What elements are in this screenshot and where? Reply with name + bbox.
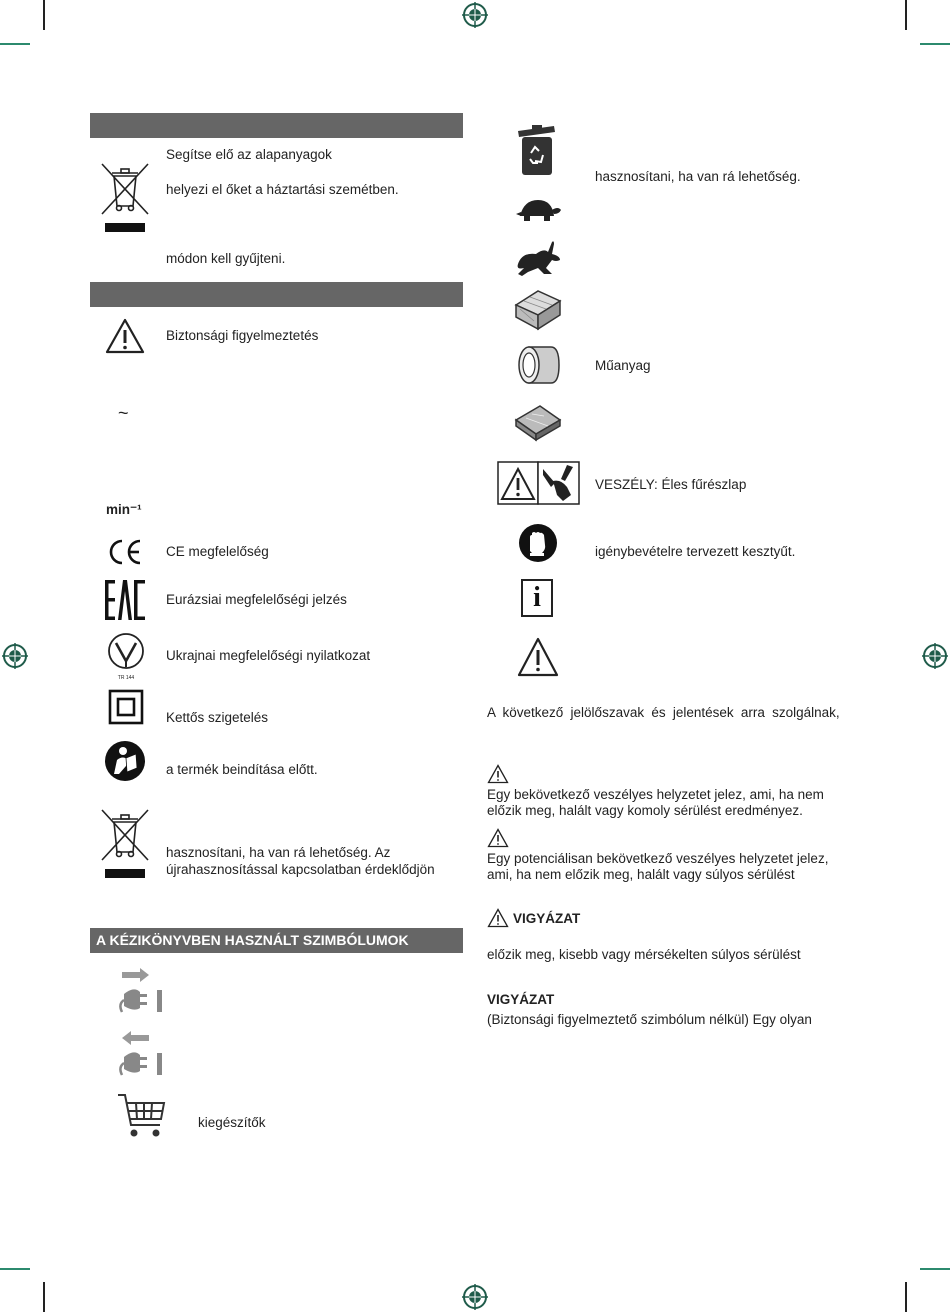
ukraine-icon-text: TR 144 xyxy=(117,675,135,681)
crossed-bin-icon xyxy=(100,160,150,235)
crop-mark-bottom-right-horizontal xyxy=(920,1268,950,1270)
crossed-bin-icon-weee xyxy=(100,806,150,881)
danger-small-triangle-icon xyxy=(487,764,509,784)
caution-description: előzik meg, kisebb vagy mérsékelten súlyos sérülést xyxy=(487,947,801,962)
warning-triangle-icon xyxy=(104,317,146,355)
plug-connect-icon xyxy=(116,964,166,1016)
warning-small-triangle-icon xyxy=(487,828,509,848)
crop-mark-top-right-horizontal xyxy=(920,43,950,45)
manual-symbols-heading: A KÉZIKÖNYVBEN HASZNÁLT SZIMBÓLUMOK xyxy=(96,932,409,948)
plastic-text: Műanyag xyxy=(595,358,651,373)
wood-material-icon xyxy=(512,287,564,333)
caution-no-symbol-description: (Biztonsági figyelmeztető szimbólum nélkül) Egy olyan xyxy=(487,1012,812,1027)
safety-alert-text: Biztonsági figyelmeztetés xyxy=(166,328,319,343)
wear-gloves-icon xyxy=(518,523,558,563)
recycle-text-line-3: módon kell gyűjteni. xyxy=(166,251,286,266)
weee-text-line-1: hasznosítani, ha van rá lehetőség. Az xyxy=(166,845,391,860)
ce-text: CE megfelelőség xyxy=(166,544,269,559)
eac-text: Eurázsiai megfelelőségi jelzés xyxy=(166,592,347,607)
turtle-slow-icon xyxy=(514,196,562,224)
danger-blade-text: VESZÉLY: Éles fűrészlap xyxy=(595,477,747,492)
crop-mark-top-left-vertical xyxy=(43,0,45,30)
plastic-material-icon xyxy=(515,343,563,387)
plug-disconnect-icon xyxy=(116,1027,166,1079)
rabbit-fast-icon xyxy=(514,238,562,278)
info-icon xyxy=(521,579,553,617)
eac-mark-icon xyxy=(104,579,146,621)
read-manual-text: a termék beindítása előtt. xyxy=(166,762,318,777)
recycle-text-line-2: helyezi el őket a háztartási szemétben. xyxy=(166,182,399,197)
warning-triangle-large-icon xyxy=(516,636,560,678)
registration-mark-bottom-icon xyxy=(462,1284,488,1310)
danger-sharp-blade-icon xyxy=(497,461,581,505)
signal-words-intro: A következő jelölőszavak és jelentések arra szolgálnak, xyxy=(487,705,840,720)
weee-text-line-2: újrahasznosítással kapcsolatban érdeklődjön xyxy=(166,862,435,877)
shopping-cart-icon xyxy=(116,1091,168,1141)
accessories-text: kiegészítők xyxy=(198,1115,266,1130)
gloves-text: igénybevételre tervezett kesztyűt. xyxy=(595,544,796,559)
ce-mark-icon xyxy=(106,538,144,566)
caution-label: VIGYÁZAT xyxy=(513,911,581,926)
double-insulation-text: Kettős szigetelés xyxy=(166,710,269,725)
warning-description-line-2: ami, ha nem előzik meg, halált vagy súlyos sérülést xyxy=(487,867,795,882)
crop-mark-bottom-left-vertical xyxy=(43,1282,45,1312)
ukraine-conformity-icon xyxy=(106,631,146,681)
recycle-text-line-1: Segítse elő az alapanyagok xyxy=(166,147,332,162)
caution-no-symbol-label: VIGYÁZAT xyxy=(487,992,555,1007)
crop-mark-bottom-right-vertical xyxy=(905,1282,907,1312)
ukraine-text: Ukrajnai megfelelőségi nyilatkozat xyxy=(166,648,371,663)
crop-mark-bottom-left-horizontal xyxy=(0,1268,30,1270)
ac-symbol: ~ xyxy=(118,403,129,423)
registration-mark-left-icon xyxy=(2,643,28,669)
recycle-right-text: hasznosítani, ha van rá lehetőség. xyxy=(595,169,801,184)
registration-mark-top-icon xyxy=(462,2,488,28)
double-insulation-icon xyxy=(108,689,144,725)
crop-mark-top-left-horizontal xyxy=(0,43,30,45)
read-manual-icon xyxy=(104,740,146,782)
danger-description-line-2: előzik meg, halált vagy komoly sérülést eredményez. xyxy=(487,803,803,818)
section-header-bar-3 xyxy=(90,928,463,953)
section-header-bar-2 xyxy=(90,282,463,307)
crop-mark-top-right-vertical xyxy=(905,0,907,30)
section-header-bar-1 xyxy=(90,113,463,138)
danger-description-line-1: Egy bekövetkező veszélyes helyzetet jelez, ami, ha nem xyxy=(487,787,824,802)
warning-description-line-1: Egy potenciálisan bekövetkező veszélyes helyzetet jelez, xyxy=(487,851,829,866)
rpm-symbol: min⁻¹ xyxy=(106,502,142,517)
caution-small-triangle-icon xyxy=(487,908,509,928)
info-icon-letter: i xyxy=(533,582,541,613)
registration-mark-right-icon xyxy=(922,643,948,669)
recycle-bin-icon xyxy=(516,123,558,177)
metal-material-icon xyxy=(512,402,564,446)
